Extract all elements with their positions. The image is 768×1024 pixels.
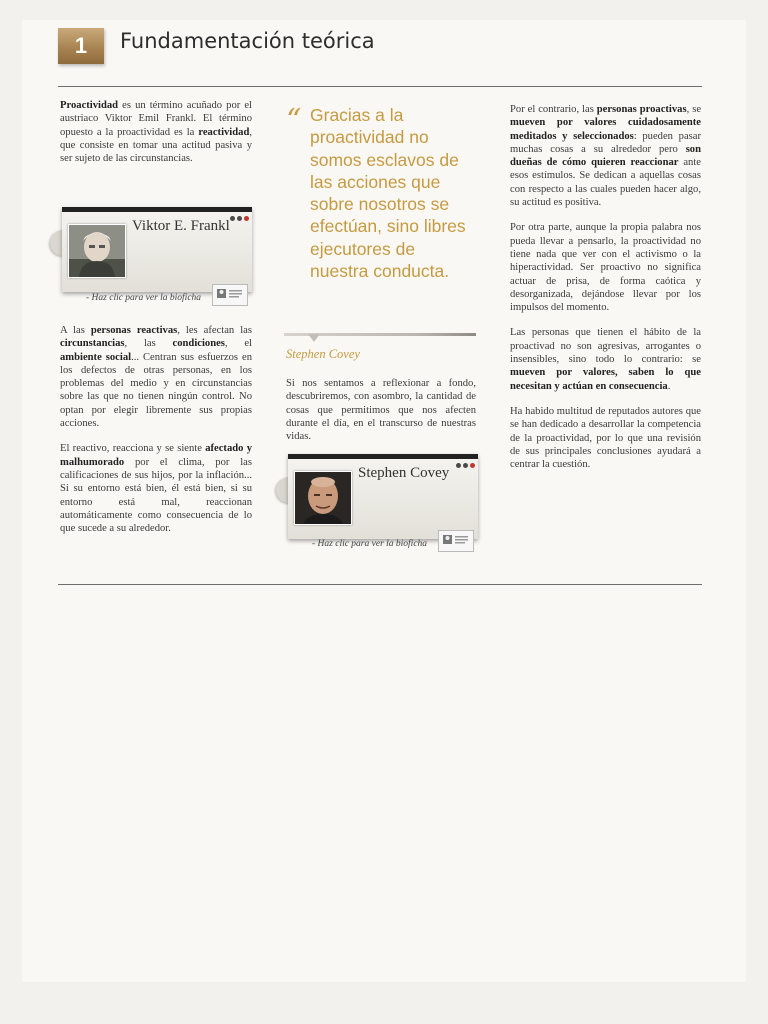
window-controls [454, 455, 475, 473]
frankl-portrait-icon [68, 224, 126, 278]
frankl-bio-link[interactable]: - Haz clic para ver la bioficha [86, 293, 202, 303]
page-title: Fundamentación teórica [120, 29, 375, 53]
window-controls [228, 208, 249, 226]
left-paragraph-1: Proactividad es un término acuñado por el austriaco Viktor Emil Frankl. El término opuesto a la proactividad es la reactividad, que consiste en tomar una actitud pasiva y ser sujeto de las circunstancias. [60, 100, 252, 165]
middle-paragraph-1: Si nos sentamos a reflexionar a fondo, descubriremos, con asombro, la cantidad de cosas que permitimos que nos afecten durante el día, en el transcurso de nuestras vidas. [286, 378, 476, 443]
right-paragraph-4: Ha habido multitud de reputados autores que se han dedicado a desarrollar la competencia de la proactividad, por lo que una revisión de sus principales conclusiones ayudará a centrar la cuestión. [510, 405, 701, 471]
middle-column [286, 377, 476, 455]
quote-pointer [308, 334, 320, 342]
id-card-icon[interactable] [438, 530, 474, 552]
left-column-lower [60, 324, 252, 547]
biocard-frankl[interactable] [62, 207, 252, 292]
covey-name: Stephen Covey [358, 465, 450, 481]
right-paragraph-3: Las personas que tienen el hábito de la proactivad no son agresivas, arrogantes o insensibles, sino todo lo contrario: se mueven por valores, saben lo que necesitan y actúan en consecuencia. [510, 327, 701, 392]
chapter-number-badge: 1 [58, 28, 104, 64]
right-paragraph-1: Por el contrario, las personas proactivas, se mueven por valores cuidadosamente meditados y seleccionados: pueden pasar muchas cosas a su alrededor pero son dueñas de cómo quieren reaccionar ante esos estímulos. Se dedican a aquellas cosas con respecto a las cuales pueden hacer algo, su actitud es positiva. [510, 104, 702, 209]
left-paragraph-3: El reactivo, reacciona y se siente afectado y malhumorado por el clima, por las calificaciones de sus hijos, por la inflación... Si su entorno está bien, él está bien, si su entorno está mal, reaccionan automáticamente como consecuencia de lo que sucede a su alrededor. [60, 443, 252, 535]
pull-quote: Gracias a la proactividad no somos esclavos de las acciones que sobre nosotros se efectúan, sino libres ejecutores de nuestra conducta. [310, 105, 466, 282]
page-content [22, 20, 746, 982]
top-divider [58, 86, 702, 87]
quote-mark-icon: “ [286, 103, 302, 138]
quote-author: Stephen Covey [286, 347, 360, 361]
covey-bio-link[interactable]: - Haz clic para ver la bioficha [312, 539, 428, 549]
biocard-covey[interactable] [288, 454, 478, 539]
left-paragraph-2: A las personas reactivas, les afectan las circunstancias, las condiciones, el ambiente social... Centran sus esfuerzos en los defectos de otras personas, en los problemas del medio y en circunstancias sobre las que no tienen ningún control. No optan por elegir libremente sus propias acciones. [60, 325, 252, 430]
id-card-icon[interactable] [212, 284, 248, 306]
bottom-divider [58, 584, 702, 585]
covey-portrait-icon [294, 471, 352, 525]
left-column [60, 99, 252, 177]
frankl-name: Viktor E. Frankl [132, 218, 230, 234]
right-column [510, 103, 701, 483]
right-paragraph-2: Por otra parte, aunque la propia palabra nos pueda llevar a pensarlo, la proactividad no tiene nada que ver con el activismo o la hiperactividad. Ser proactivo no significa actuar de prisa, de forma caótica y desorganizada, dejándose llevar por los impulsos del momento. [510, 222, 701, 314]
